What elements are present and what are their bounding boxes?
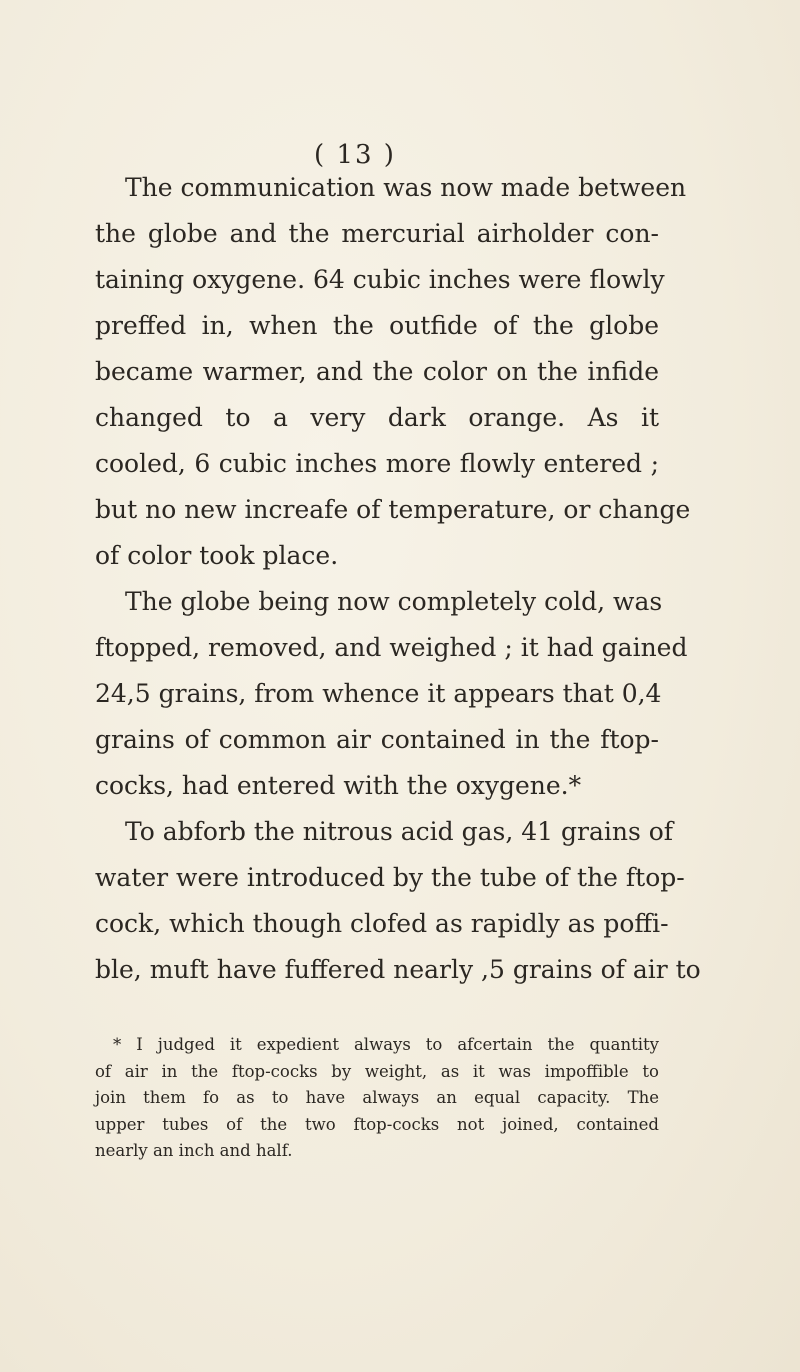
footnote-line: nearly an inch and half. (95, 1141, 293, 1160)
text-line: cock, which though clofed as rapidly as poffi- (95, 909, 669, 938)
text-line: became warmer, and the color on the infide (95, 357, 659, 386)
text-line: To abforb the nitrous acid gas, 41 grains of (125, 817, 674, 846)
footnote-line: of air in the ftop-cocks by weight, as it was impoffible to (95, 1061, 659, 1081)
text-line: ble, muft have fuffered nearly ,5 grains of air to (95, 955, 701, 984)
text-line: grains of common air contained in the ftop- (95, 725, 659, 754)
main-text (95, 165, 701, 993)
text-line: ftopped, removed, and weighed ; it had gained (95, 633, 688, 662)
text-line: of color took place. (95, 541, 339, 570)
text-line: 24,5 grains, from whence it appears that 0,4 (95, 679, 662, 708)
footnote (95, 1032, 659, 1165)
text-line: cocks, had entered with the oxygene.* (95, 771, 582, 800)
text-line: changed to a very dark orange. As it (95, 403, 659, 432)
footnote-line: upper tubes of the two ftop-cocks not joined, contained (95, 1114, 659, 1134)
text-line: The globe being now completely cold, was (125, 587, 663, 616)
text-line: cooled, 6 cubic inches more flowly entered ; (95, 449, 659, 478)
footnote-line: * I judged it expedient always to afcertain the quantity (113, 1035, 659, 1054)
text-line: preffed in, when the outfide of the globe (95, 311, 659, 340)
text-line: but no new increafe of temperature, or change (95, 495, 691, 524)
text-line: the globe and the mercurial airholder con- (95, 219, 659, 248)
text-line: The communication was now made between (125, 173, 687, 202)
page-number: ( 13 ) (314, 140, 396, 170)
footnote-line: join them fo as to have always an equal capacity. The (95, 1088, 659, 1107)
text-line: taining oxygene. 64 cubic inches were flowly (95, 265, 665, 294)
text-line: water were introduced by the tube of the ftop- (95, 863, 685, 892)
